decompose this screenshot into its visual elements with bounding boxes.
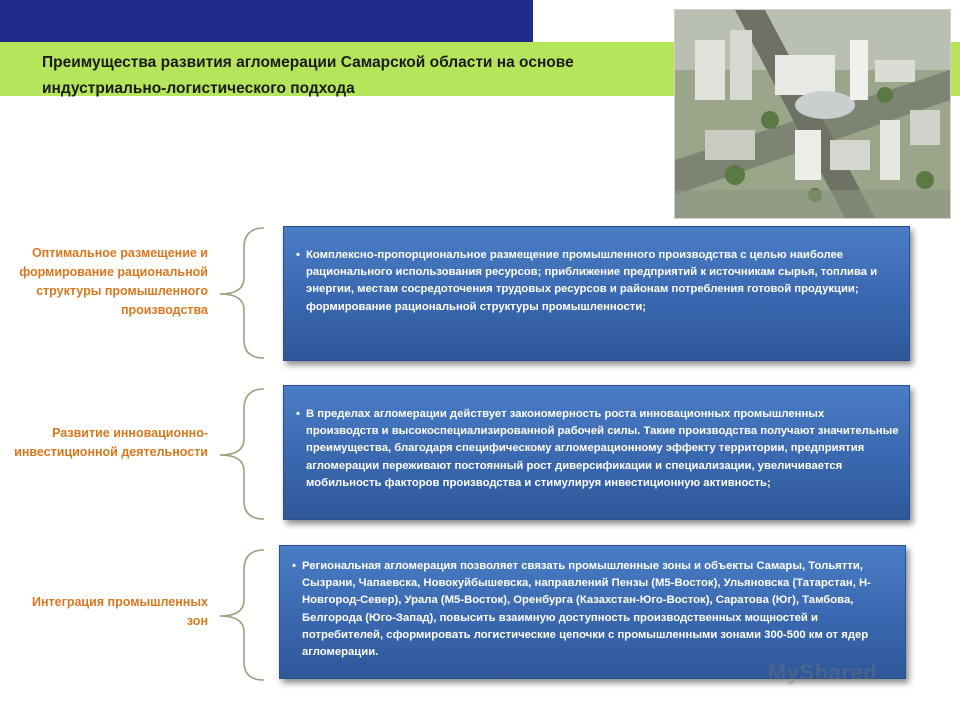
section-3-text: Региональная агломерация позволяет связать промышленные зоны и объекты Самары, Тольятти, Сызрани, Чапаевска, Новокуйбышевска, направлений Пензы (М5-Восток), Ульяновска (Татарстан, Н-Новгород-Север), Урала (М5-Восток), Оренбурга (Казахстан-Юго-Восток), Саратова (Юг), Тамбова, Белгорода (Юго-Запад), повысить взаимную доступность производственных мощностей и потребителей, сформировать логистические цепочки с промышленными зонами 300-500 км от ядер агломерации. <box>302 560 871 659</box>
section-2-text: В пределах агломерации действует закономерность роста инновационных промышленных производств и высокоспециализированной рабочей силы. Такие производства получают значительные преимущества, благодаря специфическому агломерационному эффекту территории, предприятия агломерации переживают постоянный рост диверсификации и специализации, увеличивается мобильность факторов производства и стимулируя инвестиционную активность; <box>306 408 899 489</box>
section-1-label: Оптимальное размещение и формирование рациональной структуры промышленного производства <box>19 246 208 317</box>
bullet-icon: • <box>292 560 296 572</box>
section-3-label: Интеграция промышленных зон <box>32 595 208 628</box>
top-color-bar <box>0 0 533 42</box>
section-3-brace <box>214 544 274 684</box>
section-2-box <box>283 385 910 520</box>
section-2-brace <box>214 383 274 523</box>
slide-title: Преимущества развития агломерации Самарской области на основе индустриально-логистического подхода <box>42 54 574 97</box>
section-3-box <box>279 545 906 679</box>
section-1-box <box>283 226 910 361</box>
section-1-brace <box>214 222 274 362</box>
bullet-icon: • <box>296 249 300 261</box>
section-2-label: Развитие инновационно-инвестиционной деятельности <box>14 426 208 459</box>
bullet-icon: • <box>296 408 300 420</box>
aerial-city-photo <box>674 9 951 219</box>
watermark-logo: MyShared <box>768 660 878 685</box>
section-1-text: Комплексно-пропорциональное размещение промышленного производства с целью наиболее рационального использования ресурсов; приближение предприятий к источникам сырья, топлива и энергии, местам сосредоточения трудовых ресурсов и районам потребления готовой продукции; формирование рациональной структуры промышленности; <box>306 249 878 313</box>
